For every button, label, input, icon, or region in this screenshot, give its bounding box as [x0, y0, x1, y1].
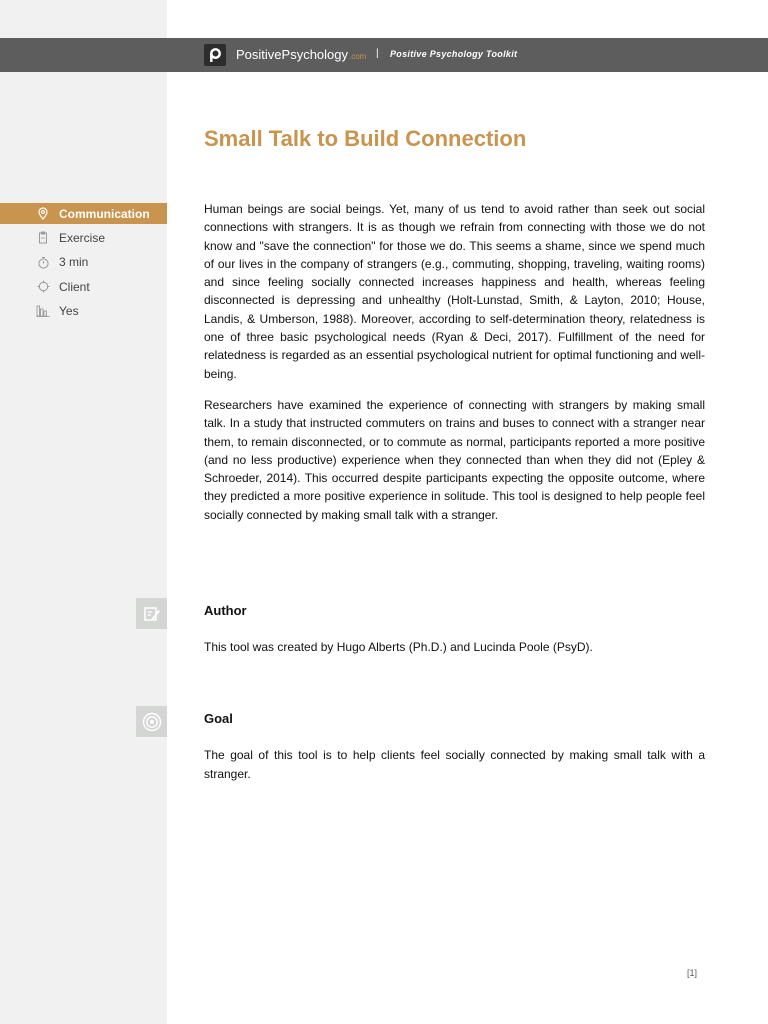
target-icon	[136, 706, 167, 737]
page-title: Small Talk to Build Connection	[204, 126, 527, 151]
sidebar-item-exercise	[0, 227, 167, 249]
brand-suffix: .com	[349, 52, 367, 61]
crosshair-icon	[36, 280, 50, 294]
sidebar-item-client	[0, 276, 167, 298]
sidebar-item-label: Communication	[59, 206, 150, 221]
goal-text: The goal of this tool is to help clients feel socially connected by making small talk with a stranger.	[204, 748, 705, 781]
goal-heading: Goal	[204, 711, 233, 726]
sidebar-background	[0, 0, 167, 1024]
sidebar-item-label: Client	[59, 279, 90, 294]
brand-name	[236, 47, 366, 62]
bar-chart-icon	[36, 304, 50, 318]
edit-note-icon	[136, 598, 167, 629]
sidebar-item-label: Exercise	[59, 230, 106, 245]
p-logo-icon	[204, 44, 226, 66]
sidebar-item-label: 3 min	[59, 255, 89, 269]
author-text: This tool was created by Hugo Alberts (Ph.D.) and Lucinda Poole (PsyD).	[204, 640, 593, 654]
author-heading: Author	[204, 603, 247, 618]
header-separator: |	[376, 48, 379, 59]
sidebar-item-yes	[0, 300, 167, 322]
sidebar-menu	[0, 203, 167, 325]
sidebar-item-label: Yes	[59, 304, 79, 318]
location-pin-icon	[36, 207, 50, 221]
toolkit-label: Positive Psychology Toolkit	[390, 49, 518, 59]
brand-text: PositivePsychology	[236, 47, 348, 62]
sidebar-item-duration	[0, 251, 167, 273]
clipboard-icon	[36, 231, 50, 245]
page-number: [1]	[687, 968, 698, 978]
intro-paragraph: Researchers have examined the experience of connecting with strangers by making small talk. In a study that instructed commuters on trains and buses to connect with a stranger near them, to remain disconnected, or to commute as normal, participants reported a more positive (and no less productive) experience when they connected than when they did not (Epley & Schroeder, 2014). This occurred despite participants expecting the opposite outcome, where they predicted a more positive experience in solitude. This tool is designed to help people feel socially connected by making small talk with a stranger.	[204, 398, 705, 522]
sidebar-item-communication	[0, 203, 167, 224]
intro-paragraph: Human beings are social beings. Yet, many of us tend to avoid rather than seek out social connections with strangers. It is as though we refrain from connecting with those we do not know and "save the connection" for those we do. This seems a shame, since we spend much of our lives in the company of strangers (e.g., commuting, shopping, traveling, waiting rooms) and since feeling socially connected increases happiness and health, whereas feeling disconnected is depressing and unhealthy (Holt-Lunstad, Smith, & Layton, 2010; House, Landis, & Umberson, 1988). Moreover, according to self-determination theory, relatedness is one of three basic psychological needs (Ryan & Deci, 2017). Fulfillment of the need for relatedness is regarded as an essential psychological nutrient for optimal functioning and well-being.	[204, 202, 705, 381]
header-bar	[0, 38, 768, 72]
stopwatch-icon	[36, 255, 50, 269]
